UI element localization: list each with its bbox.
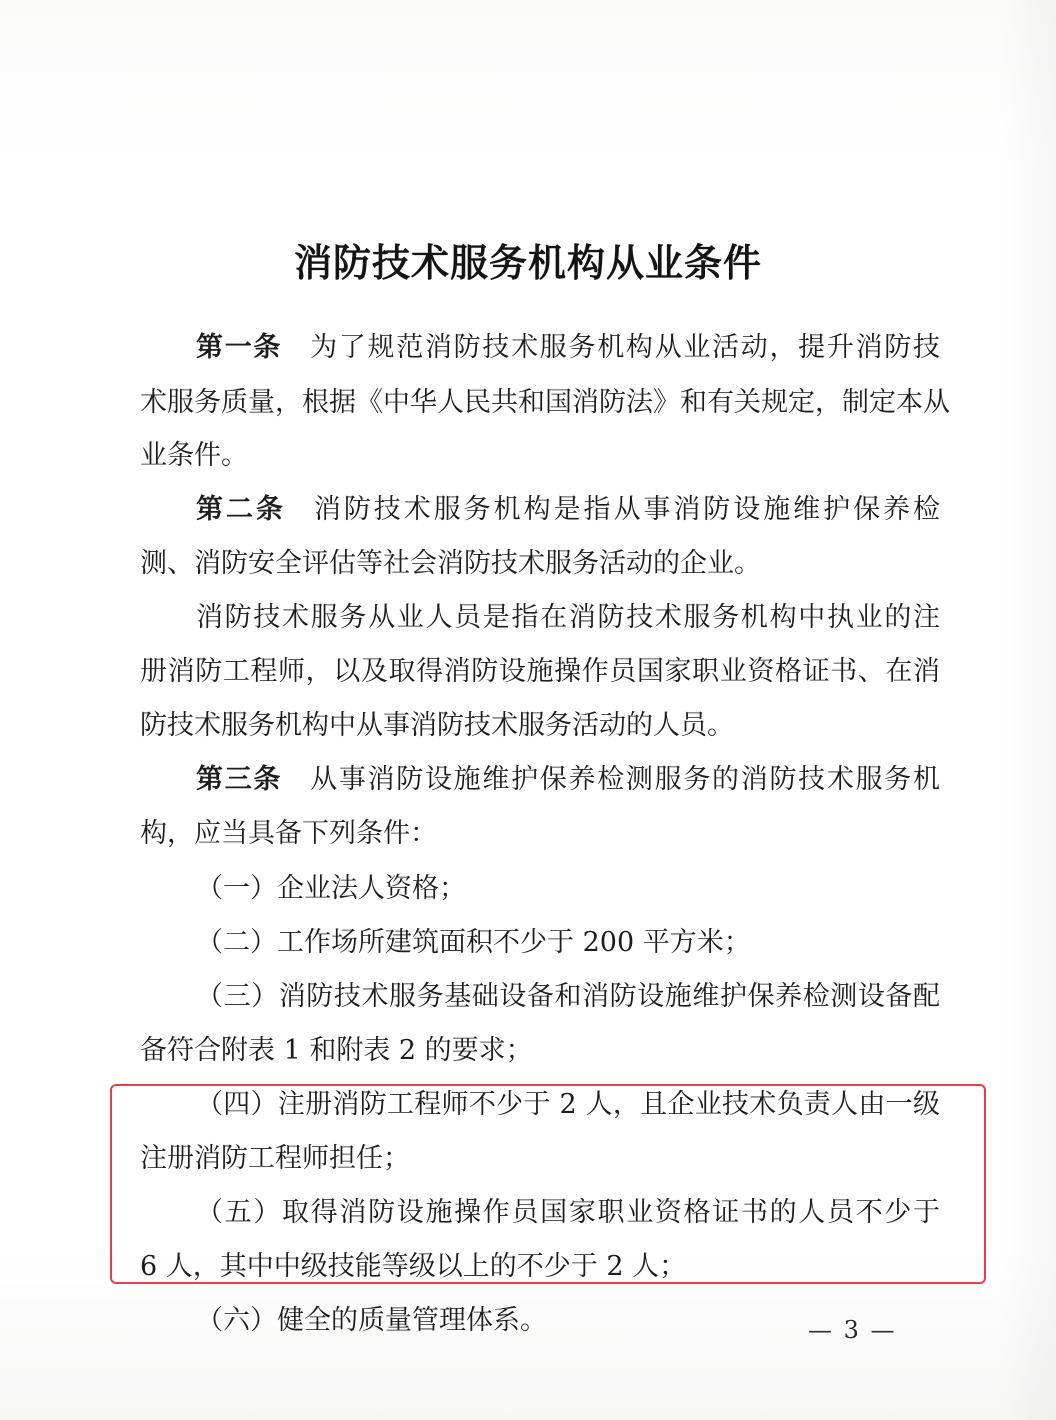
article-1-line-1	[196, 326, 940, 370]
article-1-label: 第一条	[196, 332, 283, 363]
item-1: （一）企业法人资格；	[196, 873, 466, 904]
item-6: （六）健全的质量管理体系。	[196, 1305, 547, 1336]
personnel-line-1: 消防技术服务从业人员是指在消防技术服务机构中执业的注	[196, 602, 940, 633]
article-1-line-2: 术服务质量，根据《中华人民共和国消防法》和有关规定，制定本从	[140, 387, 950, 418]
page-edge-shadow	[996, 0, 1056, 1420]
article-1-line-3: 业条件。	[140, 440, 248, 471]
article-2-line-2: 测、消防安全评估等社会消防技术服务活动的企业。	[140, 548, 761, 579]
item-5-line-2: 6 人，其中中级技能等级以上的不少于 2 人；	[140, 1251, 687, 1282]
article-3-line-2: 构，应当具备下列条件：	[140, 818, 437, 849]
article-2-label: 第二条	[196, 494, 286, 525]
page-number: — 3 —	[808, 1316, 897, 1344]
item-4-line-2: 注册消防工程师担任；	[140, 1143, 410, 1174]
item-3-line-2: 备符合附表 1 和附表 2 的要求；	[140, 1035, 533, 1066]
personnel-line-2: 册消防工程师，以及取得消防设施操作员国家职业资格证书、在消	[140, 656, 940, 687]
document-title: 消防技术服务机构从业条件	[293, 241, 762, 285]
item-4-line-1: （四）注册消防工程师不少于 2 人，且企业技术负责人由一级	[196, 1089, 940, 1120]
highlight-annotation-box	[110, 1084, 986, 1284]
article-2-text-1: 消防技术服务机构是指从事消防设施维护保养检	[313, 494, 941, 525]
article-3-line-1	[196, 758, 940, 802]
item-3-line-1: （三）消防技术服务基础设备和消防设施维护保养检测设备配	[196, 981, 940, 1012]
article-1-text-1: 为了规范消防技术服务机构从业活动，提升消防技	[310, 332, 940, 363]
article-3-label: 第三条	[196, 764, 283, 795]
personnel-line-3: 防技术服务机构中从事消防技术服务活动的人员。	[140, 710, 734, 741]
item-5-line-1: （五）取得消防设施操作员国家职业资格证书的人员不少于	[196, 1197, 940, 1228]
item-2: （二）工作场所建筑面积不少于 200 平方米；	[196, 927, 751, 958]
article-2-line-1	[196, 488, 940, 532]
article-3-text-1: 从事消防设施维护保养检测服务的消防技术服务机	[310, 764, 940, 795]
